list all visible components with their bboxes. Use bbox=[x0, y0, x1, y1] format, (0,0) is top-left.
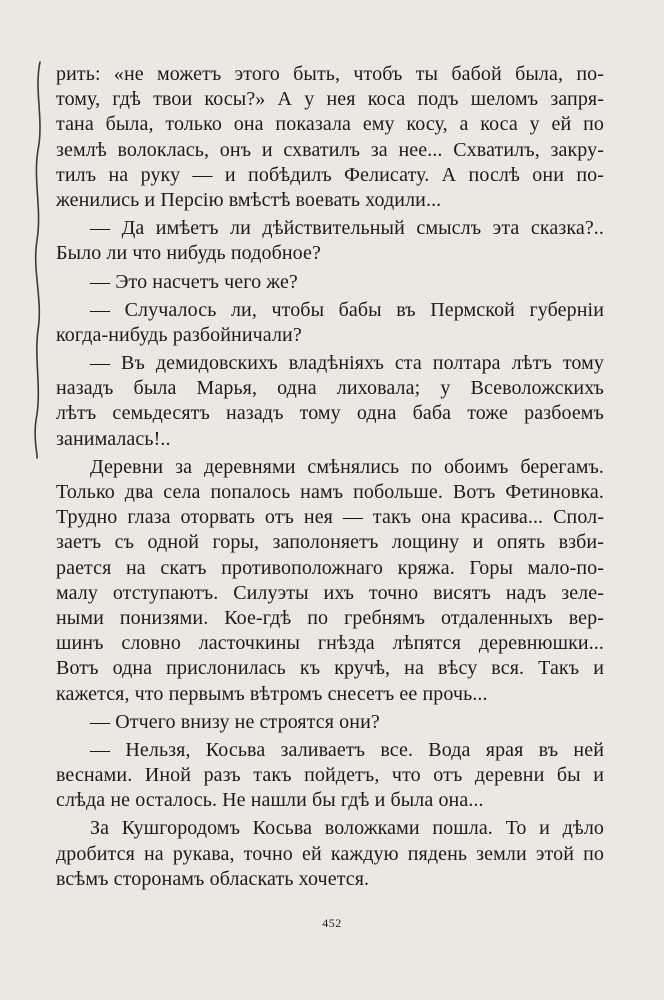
text-line: — Это насчетъ чего же? bbox=[90, 270, 298, 293]
text-line: слѣда не осталось. Не нашли бы гдѣ и была она... bbox=[56, 789, 484, 812]
margin-pencil-mark bbox=[30, 60, 46, 460]
text-line: Трудно глаза оторвать отъ нея — такъ она красива... Спол- bbox=[56, 506, 604, 529]
text-line: тилъ на руку — и побѣдилъ Фелисату. А послѣ они по- bbox=[56, 163, 604, 186]
text-line: лѣтъ семьдесятъ назадъ тому одна баба тоже разбоемъ bbox=[56, 402, 604, 425]
text-line: занималась!.. bbox=[56, 427, 171, 450]
text-line: землѣ волоклась, онъ и схватилъ за нее... Схватилъ, закру- bbox=[56, 138, 604, 161]
text-line: Деревни за деревнями смѣнялись по обоимъ берегамъ. bbox=[90, 455, 604, 478]
text-line: — Случалось ли, чтобы бабы въ Пермской губерніи bbox=[90, 298, 604, 321]
text-line: ными понизями. Кое-гдѣ по гребнямъ отдаленныхъ вер- bbox=[56, 606, 604, 629]
text-line: назадъ была Марья, одна лиховала; у Всеволожскихъ bbox=[56, 377, 604, 400]
text-line: заетъ съ одной горы, заполоняетъ лощину и опять взби- bbox=[56, 531, 604, 554]
text-line: — Да имѣетъ ли дѣйствительный смыслъ эта сказка?.. bbox=[90, 217, 604, 240]
text-line: Только два села попалось намъ побольше. Вотъ Фетиновка. bbox=[56, 481, 604, 503]
text-line: веснами. Иной разъ такъ пойдетъ, что отъ деревни бы и bbox=[56, 764, 604, 787]
text-line: кажется, что первымъ вѣтромъ снесетъ ее прочь... bbox=[56, 682, 488, 705]
text-line: За Кушгородомъ Косьва воложками пошла. То и дѣло bbox=[90, 817, 604, 840]
text-line: малу отступаютъ. Силуэты ихъ точно висятъ надъ зеле- bbox=[56, 581, 604, 604]
text-line: шинъ словно ласточкины гнѣзда лѣпятся деревнюшки... bbox=[56, 632, 604, 655]
text-line: Вотъ одна прислонилась къ кручѣ, на вѣсу вся. Такъ и bbox=[56, 657, 604, 680]
text-line: — Нельзя, Косьва заливаетъ все. Вода ярая въ ней bbox=[90, 738, 604, 761]
text-line: — Въ демидовскихъ владѣніяхъ ста полтара лѣтъ тому bbox=[90, 352, 604, 375]
page-number: 452 bbox=[322, 916, 342, 930]
text-line: тому, гдѣ твои косы?» А у нея коса подъ шеломъ запря- bbox=[56, 88, 604, 111]
text-line: всѣмъ сторонамъ обласкать хочется. bbox=[56, 867, 370, 890]
text-line: рить: «не можетъ этого быть, чтобъ ты бабой была, по- bbox=[56, 63, 604, 85]
text-line: дробится на рукава, точно ей каждую пядень земли этой по bbox=[56, 842, 604, 865]
text-line: рается на скатъ противоположнаго кряжа. Горы мало-по- bbox=[56, 556, 604, 579]
body-text bbox=[56, 62, 604, 892]
text-line: женились и Персію вмѣстѣ воевать ходили... bbox=[56, 188, 442, 211]
text-line: тана была, только она показала ему косу, а коса у ей по bbox=[56, 113, 604, 136]
text-line: — Отчего внизу не строятся они? bbox=[90, 710, 380, 733]
text-line: когда-нибудь разбойничали? bbox=[56, 323, 302, 346]
text-line: Было ли что нибудь подобное? bbox=[56, 242, 321, 265]
